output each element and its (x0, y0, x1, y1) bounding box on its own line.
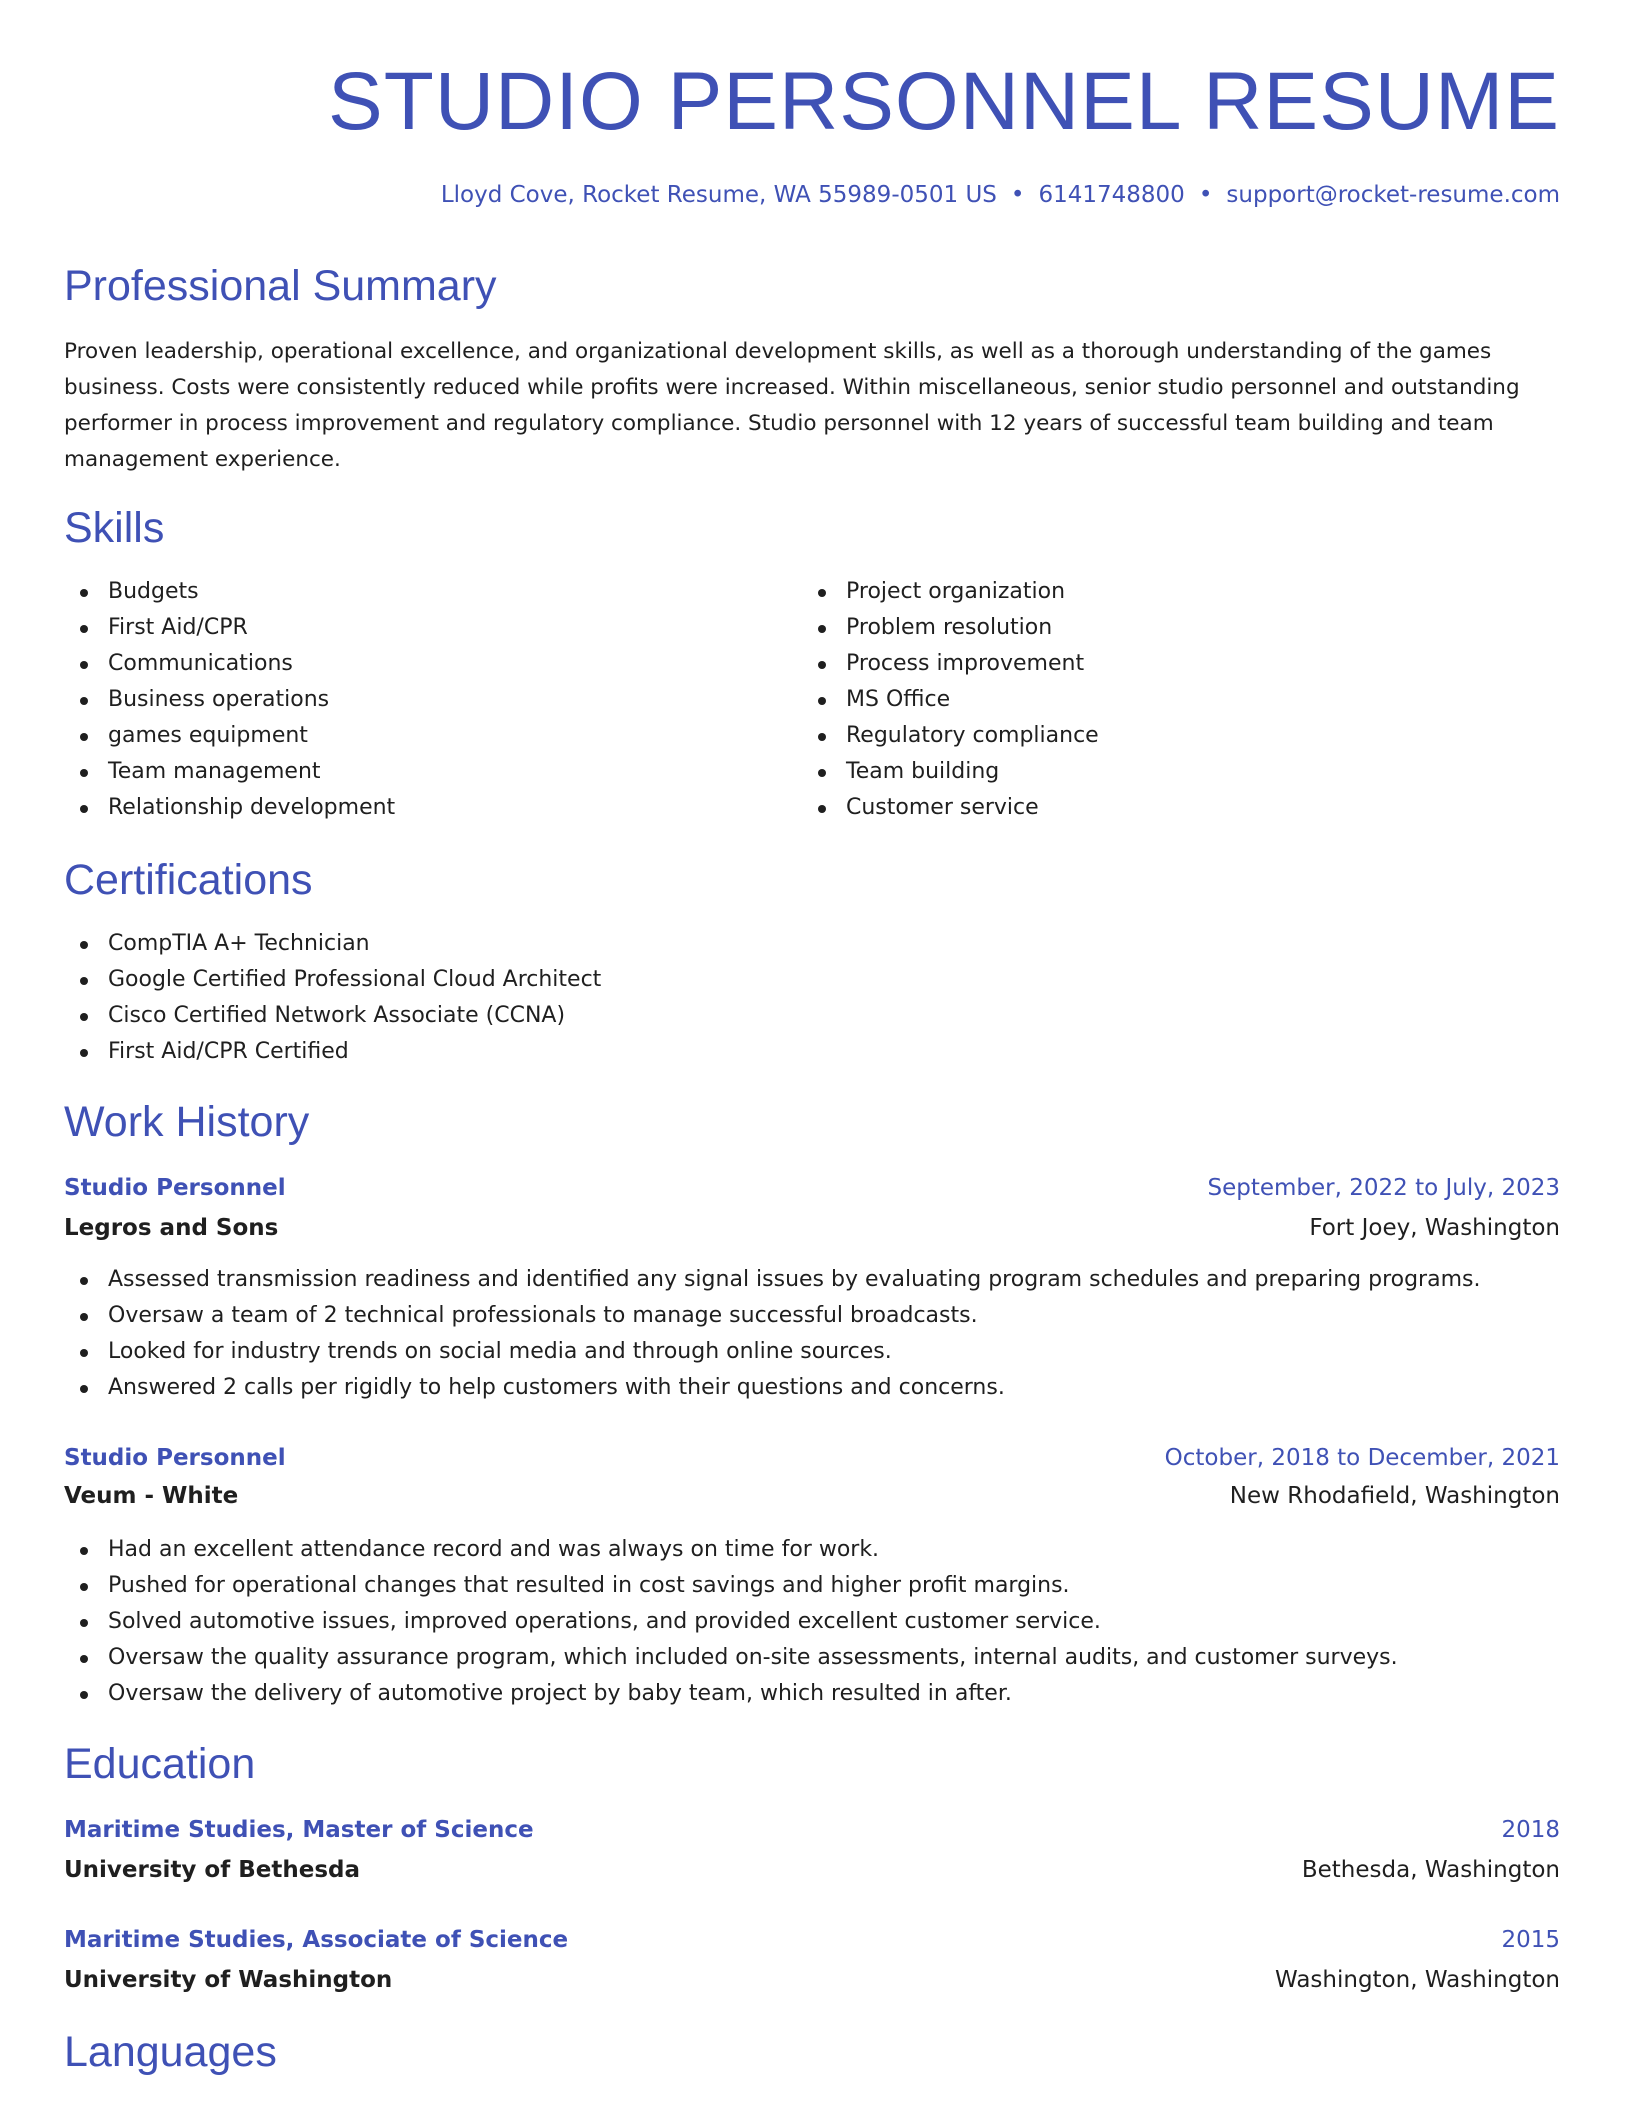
skills-list-left (64, 574, 395, 826)
job-duties-list (64, 1532, 1398, 1712)
education-degree: Maritime Studies, Master of Science (64, 1817, 534, 1843)
education-year: 2018 (1501, 1817, 1560, 1843)
contact-separator: • (1198, 182, 1213, 208)
skill-item: Relationship development (64, 790, 395, 826)
job-duty: Oversaw a team of 2 technical professionals to manage successful broadcasts. (64, 1298, 1480, 1334)
skill-item: First Aid/CPR (64, 610, 395, 646)
contact-email: support@rocket-resume.com (1226, 182, 1560, 208)
education-location: Bethesda, Washington (1301, 1857, 1560, 1883)
job-location: New Rhodafield, Washington (1229, 1483, 1560, 1509)
skill-item: games equipment (64, 718, 395, 754)
education-school: University of Washington (64, 1967, 393, 1993)
education-degree: Maritime Studies, Associate of Science (64, 1927, 569, 1953)
education-year: 2015 (1501, 1927, 1560, 1953)
job-header (64, 1438, 1560, 1478)
job-company: Veum - White (64, 1483, 239, 1509)
languages-heading: Languages (64, 2028, 277, 2076)
job-subheader (64, 1208, 1560, 1248)
job-location: Fort Joey, Washington (1309, 1215, 1560, 1241)
job-duty: Oversaw the quality assurance program, which included on-site assessments, internal audits, and customer surveys. (64, 1640, 1398, 1676)
job-company: Legros and Sons (64, 1215, 279, 1241)
skill-item: Problem resolution (802, 610, 1099, 646)
certification-item: First Aid/CPR Certified (64, 1034, 601, 1070)
skill-item: Team building (802, 754, 1099, 790)
job-duty: Solved automotive issues, improved operations, and provided excellent customer service. (64, 1604, 1398, 1640)
certifications-heading: Certifications (64, 856, 313, 904)
skill-item: Budgets (64, 574, 395, 610)
education-subheader (64, 1960, 1560, 2000)
skill-item: Communications (64, 646, 395, 682)
contact-separator: • (1010, 182, 1025, 208)
skill-item: Business operations (64, 682, 395, 718)
skill-item: Process improvement (802, 646, 1099, 682)
job-duty: Pushed for operational changes that resulted in cost savings and higher profit margins. (64, 1568, 1398, 1604)
skill-item: Team management (64, 754, 395, 790)
contact-phone: 6141748800 (1038, 182, 1185, 208)
education-header (64, 1920, 1560, 1960)
summary-heading: Professional Summary (64, 262, 497, 310)
education-location: Washington, Washington (1275, 1967, 1560, 1993)
skill-item: MS Office (802, 682, 1099, 718)
certification-item: Google Certified Professional Cloud Architect (64, 962, 601, 998)
job-duties-list (64, 1262, 1480, 1406)
education-subheader (64, 1850, 1560, 1890)
job-role: Studio Personnel (64, 1175, 286, 1201)
education-school: University of Bethesda (64, 1857, 361, 1883)
job-dates: September, 2022 to July, 2023 (1207, 1175, 1560, 1201)
job-subheader (64, 1476, 1560, 1516)
job-dates: October, 2018 to December, 2021 (1164, 1445, 1560, 1471)
skills-list-right (802, 574, 1099, 826)
job-role: Studio Personnel (64, 1445, 286, 1471)
certifications-list (64, 926, 601, 1070)
job-header (64, 1168, 1560, 1208)
certification-item: CompTIA A+ Technician (64, 926, 601, 962)
education-header (64, 1810, 1560, 1850)
summary-text: Proven leadership, operational excellence, and organizational development skills, as well as a thorough understanding of the games business. Costs were consistently reduced while profits were increased. Within miscellaneous, senior studio personnel and outstanding performer in process improvement and regulatory compliance. Studio personnel with 12 years of successful team building and team management experience. (64, 339, 1520, 472)
job-duty: Had an excellent attendance record and was always on time for work. (64, 1532, 1398, 1568)
skill-item: Project organization (802, 574, 1099, 610)
skill-item: Customer service (802, 790, 1099, 826)
skills-heading: Skills (64, 504, 165, 552)
job-duty: Looked for industry trends on social media and through online sources. (64, 1334, 1480, 1370)
work-history-heading: Work History (64, 1098, 310, 1146)
skill-item: Regulatory compliance (802, 718, 1099, 754)
resume-title: STUDIO PERSONNEL RESUME (328, 56, 1560, 147)
contact-address: Lloyd Cove, Rocket Resume, WA 55989-0501 US (440, 182, 997, 208)
certification-item: Cisco Certified Network Associate (CCNA) (64, 998, 601, 1034)
job-duty: Assessed transmission readiness and identified any signal issues by evaluating program schedules and preparing programs. (64, 1262, 1480, 1298)
contact-line (441, 178, 1560, 212)
job-duty: Answered 2 calls per rigidly to help customers with their questions and concerns. (64, 1370, 1480, 1406)
job-duty: Oversaw the delivery of automotive project by baby team, which resulted in after. (64, 1676, 1398, 1712)
education-heading: Education (64, 1740, 256, 1788)
